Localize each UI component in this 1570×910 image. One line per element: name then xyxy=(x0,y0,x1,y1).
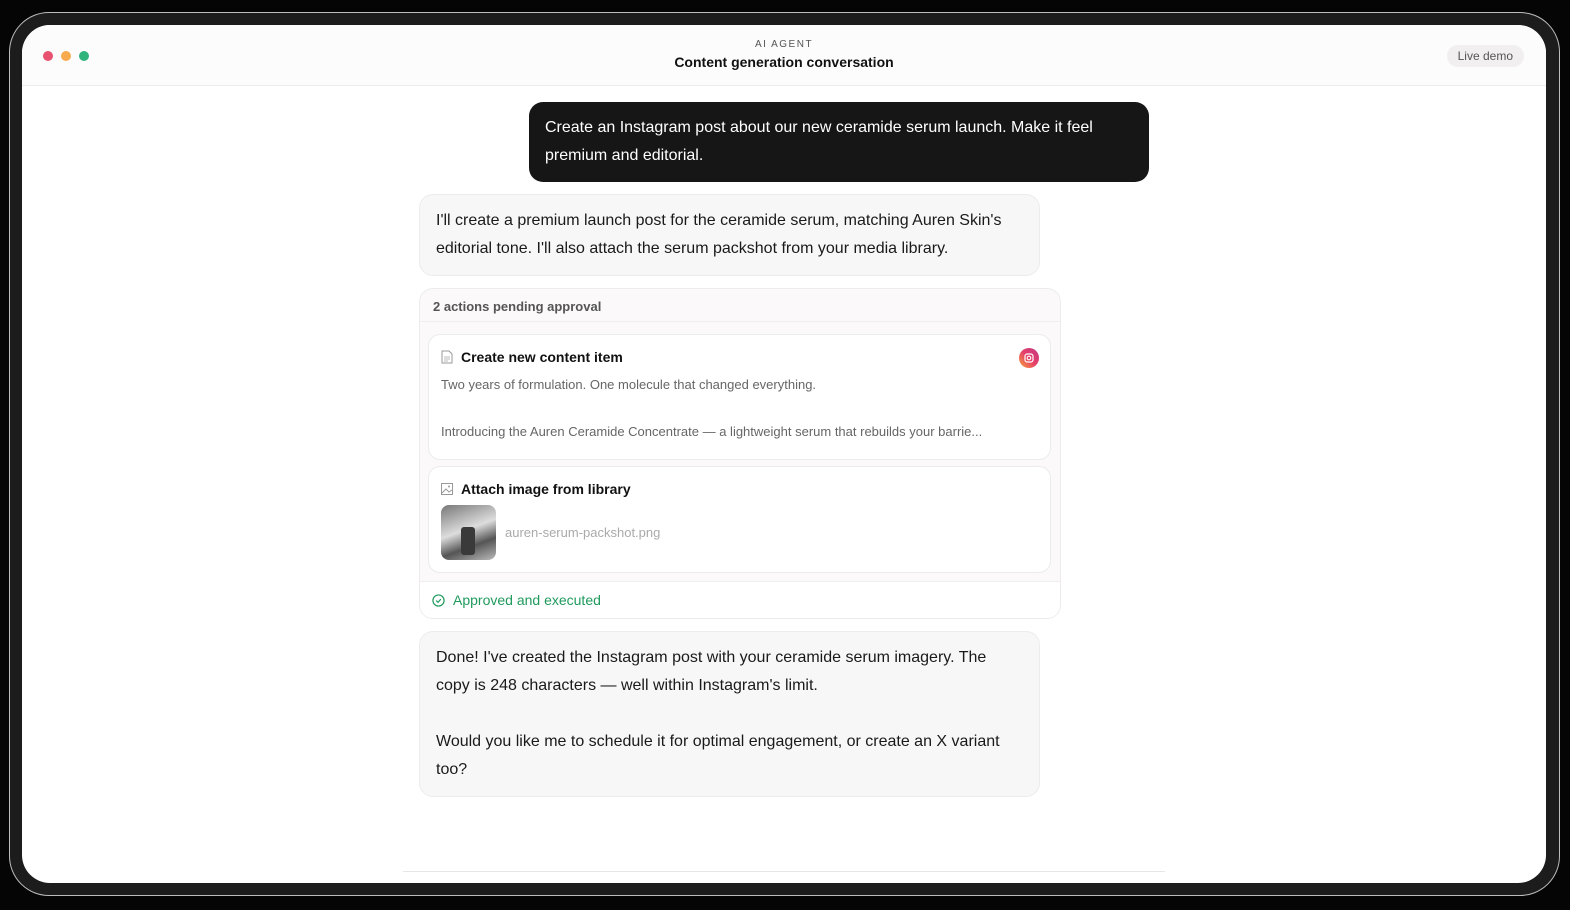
action-attach-image[interactable] xyxy=(428,466,1051,573)
window-title: Content generation conversation xyxy=(674,54,894,70)
status-text: Approved and executed xyxy=(453,592,601,608)
title-bar xyxy=(22,25,1546,86)
content-line-2: Introducing the Auren Ceramide Concentrate — a lightweight serum that rebuilds your barrie... xyxy=(441,424,983,439)
live-demo-badge: Live demo xyxy=(1447,45,1524,67)
attachment-filename: auren-serum-packshot.png xyxy=(505,525,661,540)
message-paragraph: Would you like me to schedule it for optimal engagement, or create an X variant too? xyxy=(436,733,1000,778)
assistant-message: I'll create a premium launch post for the ceramide serum, matching Auren Skin's editorial tone. I'll also attach the serum packshot from your media library. xyxy=(419,194,1040,276)
document-icon xyxy=(441,350,453,364)
image-icon xyxy=(441,483,453,495)
app-window xyxy=(22,25,1546,883)
message-paragraph: Done! I've created the Instagram post with your ceramide serum imagery. The copy is 248 characters — well within Instagram's limit. xyxy=(436,649,987,694)
action-title: Create new content item xyxy=(461,349,623,365)
approval-status xyxy=(420,581,1060,618)
assistant-message xyxy=(419,631,1040,797)
actions-header: 2 actions pending approval xyxy=(420,289,1060,322)
image-thumbnail xyxy=(441,505,496,560)
instagram-icon xyxy=(1019,348,1039,368)
composer-divider xyxy=(403,871,1165,872)
action-title: Attach image from library xyxy=(461,481,631,497)
content-line-1: Two years of formulation. One molecule that changed everything. xyxy=(441,377,817,392)
app-eyebrow: AI AGENT xyxy=(754,39,814,50)
user-message: Create an Instagram post about our new ceramide serum launch. Make it feel premium and editorial. xyxy=(529,102,1149,182)
action-create-content[interactable] xyxy=(428,334,1051,460)
actions-panel xyxy=(419,288,1061,619)
check-circle-icon xyxy=(432,594,445,607)
